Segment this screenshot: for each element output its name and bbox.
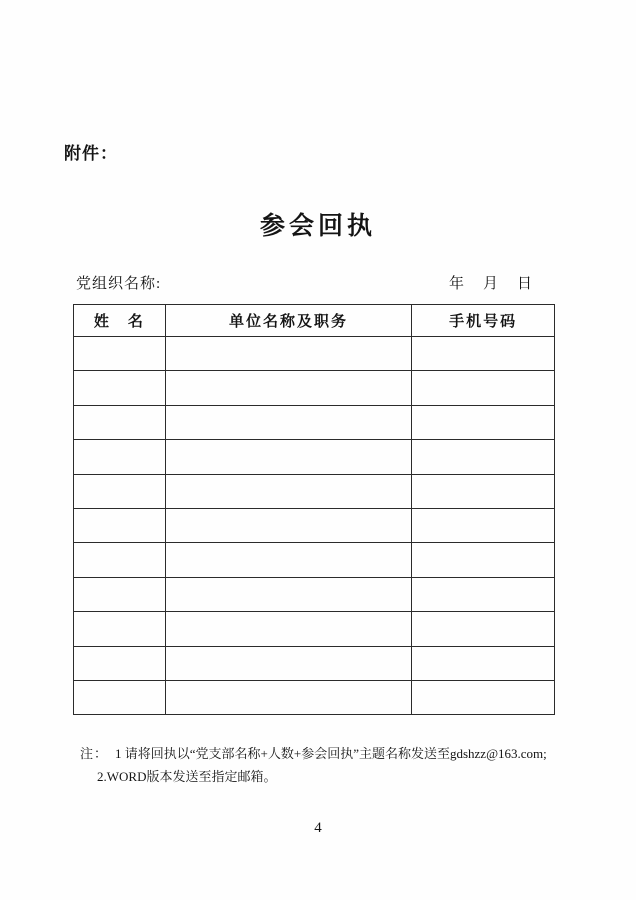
table-cell	[74, 337, 166, 371]
table-cell	[412, 440, 555, 474]
table-cell	[412, 680, 555, 714]
page-number: 4	[314, 820, 322, 836]
table-cell	[412, 543, 555, 577]
table-row	[74, 680, 555, 714]
table-cell	[165, 474, 411, 508]
table-row	[74, 371, 555, 405]
notes-section	[80, 742, 570, 788]
table-cell	[412, 508, 555, 542]
table-row	[74, 440, 555, 474]
table-cell	[412, 371, 555, 405]
table-cell	[165, 440, 411, 474]
page-title: 参会回执	[259, 213, 376, 240]
attachment-label: 附件：	[64, 144, 118, 163]
table-cell	[74, 474, 166, 508]
table-row	[74, 508, 555, 542]
table-cell	[74, 543, 166, 577]
org-name-label: 党组织名称:	[76, 276, 162, 292]
table-cell	[165, 508, 411, 542]
table-cell	[412, 405, 555, 439]
table-row	[74, 577, 555, 611]
table-cell	[412, 577, 555, 611]
note-line	[80, 742, 570, 765]
table-row	[74, 474, 555, 508]
table-cell	[412, 612, 555, 646]
table-cell	[412, 646, 555, 680]
table-cell	[165, 646, 411, 680]
table-row	[74, 612, 555, 646]
table-cell	[74, 646, 166, 680]
table-header-col-1: 单位名称及职务	[165, 305, 411, 337]
meta-row	[76, 272, 534, 293]
table-cell	[412, 474, 555, 508]
table-cell	[74, 577, 166, 611]
reply-table	[73, 304, 555, 715]
table-header-col-0: 姓 名	[74, 305, 166, 337]
table-cell	[74, 371, 166, 405]
table-cell	[74, 680, 166, 714]
table-cell	[165, 577, 411, 611]
table-row	[74, 646, 555, 680]
table-header-col-2: 手机号码	[412, 305, 555, 337]
table-cell	[74, 405, 166, 439]
note-line-text: 1 请将回执以“党支部名称+人数+参会回执”主题名称发送至gdshzz@163.com;	[115, 746, 547, 761]
table-cell	[165, 337, 411, 371]
table-cell	[74, 508, 166, 542]
table-row	[74, 543, 555, 577]
table-cell	[165, 543, 411, 577]
table-cell	[165, 371, 411, 405]
note-prefix-label: 注：	[80, 746, 109, 761]
table-row	[74, 337, 555, 371]
table-row	[74, 405, 555, 439]
table-cell	[74, 440, 166, 474]
table-cell	[165, 612, 411, 646]
table-cell	[74, 612, 166, 646]
note-line: 2.WORD版本发送至指定邮箱。	[97, 769, 277, 784]
table-cell	[165, 680, 411, 714]
table-header-row	[74, 305, 555, 337]
table-cell	[165, 405, 411, 439]
table-cell	[412, 337, 555, 371]
date-label: 年 月 日	[448, 276, 534, 292]
